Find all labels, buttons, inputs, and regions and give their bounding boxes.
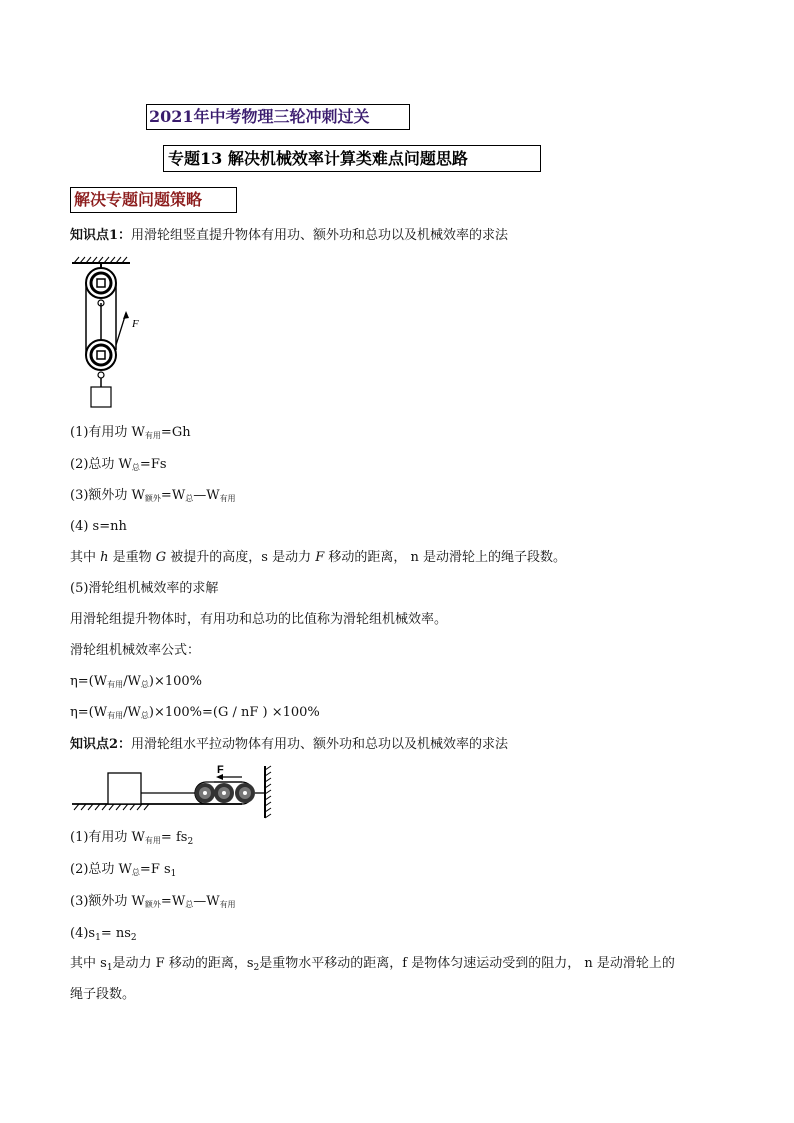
subscript: 1 <box>95 933 101 943</box>
wall-icon <box>265 766 271 818</box>
kp1-efficiency-definition: 用滑轮组提升物体时，有用功和总功的比值称为滑轮组机械效率。 <box>70 612 448 627</box>
text: (1)有用功 W <box>70 425 145 440</box>
force-label: F <box>132 318 139 330</box>
kp1-formula-3 <box>70 487 236 508</box>
kp1-efficiency-formula-2 <box>70 704 320 725</box>
text: (2)总功 W <box>70 457 132 472</box>
subscript: 有用 <box>219 494 236 503</box>
kp1-label: 知识点1： <box>70 228 132 243</box>
text: (1)有用功 W <box>70 830 145 845</box>
subscript: 总 <box>140 680 149 689</box>
text: 是重物水平移动的距离，f 是物体匀速运动受到的阻力， n 是动滑轮上的 <box>259 956 675 971</box>
kp2-text: 用滑轮组水平拉动物体有用功、额外功和总功以及机械效率的求法 <box>131 737 509 752</box>
text: =Fs <box>139 457 167 472</box>
ground-icon <box>72 804 242 810</box>
subscript: 有用 <box>107 680 124 689</box>
kp1-note <box>70 549 566 567</box>
load-block <box>91 387 111 407</box>
force-arrow-icon <box>116 311 129 345</box>
movable-pulley-icon <box>86 340 116 387</box>
subscript: 总 <box>185 494 194 503</box>
text: (2)总功 W <box>70 862 132 877</box>
force-label: F <box>217 764 224 776</box>
text: 移动的距离， n 是动滑轮上的绳子段数。 <box>324 550 567 565</box>
text: )×100% <box>148 674 203 689</box>
text: =F s <box>139 862 171 877</box>
text: /W <box>123 705 141 720</box>
subscript: 2 <box>130 933 137 943</box>
text: = ns <box>100 926 131 941</box>
subscript: 有用 <box>144 431 161 440</box>
text: /W <box>123 674 141 689</box>
text: 被提升的高度，s 是动力 <box>166 550 316 565</box>
kp1-formula-1 <box>70 424 191 445</box>
subscript: 总 <box>140 711 149 720</box>
kp1-formula-label: 滑轮组机械效率公式： <box>70 643 201 658</box>
text: 是重物 <box>108 550 156 565</box>
subscript: 总 <box>131 463 140 472</box>
text: η=(W <box>70 674 108 689</box>
kp2-label: 知识点2： <box>70 737 132 752</box>
horizontal-pulley-figure <box>70 760 280 820</box>
subscript: 有用 <box>219 900 236 909</box>
kp1-formula-5-heading: (5)滑轮组机械效率的求解 <box>70 581 219 596</box>
text: =W <box>160 894 186 909</box>
text: 其中 s <box>70 956 107 971</box>
text: η=(W <box>70 705 108 720</box>
text: )×100%=(G / nF ) ×100% <box>148 705 320 720</box>
subscript: 2 <box>187 837 194 847</box>
fixed-pulley-icon <box>86 263 116 306</box>
kp2-formula-4 <box>70 925 137 947</box>
subscript: 有用 <box>107 711 124 720</box>
text: (4)s <box>70 926 96 941</box>
kp2-formula-1 <box>70 829 193 851</box>
text: F <box>315 550 325 565</box>
subscript: 额外 <box>144 900 161 909</box>
pulley-group-icon <box>195 782 265 804</box>
text: h <box>100 550 109 565</box>
kp2-heading <box>70 736 508 754</box>
kp1-text: 用滑轮组竖直提升物体有用功、额外功和总功以及机械效率的求法 <box>131 228 509 243</box>
topic-title: 专题13 解决机械效率计算类难点问题思路 <box>163 145 541 172</box>
kp2-formula-2 <box>70 861 176 883</box>
subscript: 2 <box>253 963 260 973</box>
text: =W <box>160 488 186 503</box>
kp2-note <box>70 955 675 977</box>
subscript: 总 <box>185 900 194 909</box>
kp1-efficiency-formula-1 <box>70 673 202 694</box>
text: —W <box>193 894 220 909</box>
subscript: 1 <box>170 869 177 879</box>
text: —W <box>193 488 220 503</box>
subscript: 1 <box>106 963 113 973</box>
kp2-formula-3 <box>70 893 236 914</box>
text: =Gh <box>160 425 191 440</box>
kp2-note-continued: 绳子段数。 <box>70 987 136 1002</box>
text: = fs <box>160 830 188 845</box>
section-label: 解决专题问题策略 <box>70 187 237 213</box>
vertical-pulley-figure <box>70 255 150 410</box>
ceiling-icon <box>72 257 130 263</box>
text: G <box>155 550 167 565</box>
load-block <box>108 773 141 804</box>
subscript: 总 <box>131 868 140 877</box>
subscript: 额外 <box>144 494 161 503</box>
subscript: 有用 <box>144 836 161 845</box>
document-title: 2021年中考物理三轮冲刺过关 <box>146 104 410 130</box>
text: 其中 <box>70 550 101 565</box>
kp1-formula-2 <box>70 456 167 477</box>
kp1-formula-4: (4) s=nh <box>70 519 127 534</box>
kp1-heading <box>70 227 508 245</box>
text: (3)额外功 W <box>70 894 145 909</box>
text: 是动力 F 移动的距离，s <box>112 956 254 971</box>
text: (3)额外功 W <box>70 488 145 503</box>
